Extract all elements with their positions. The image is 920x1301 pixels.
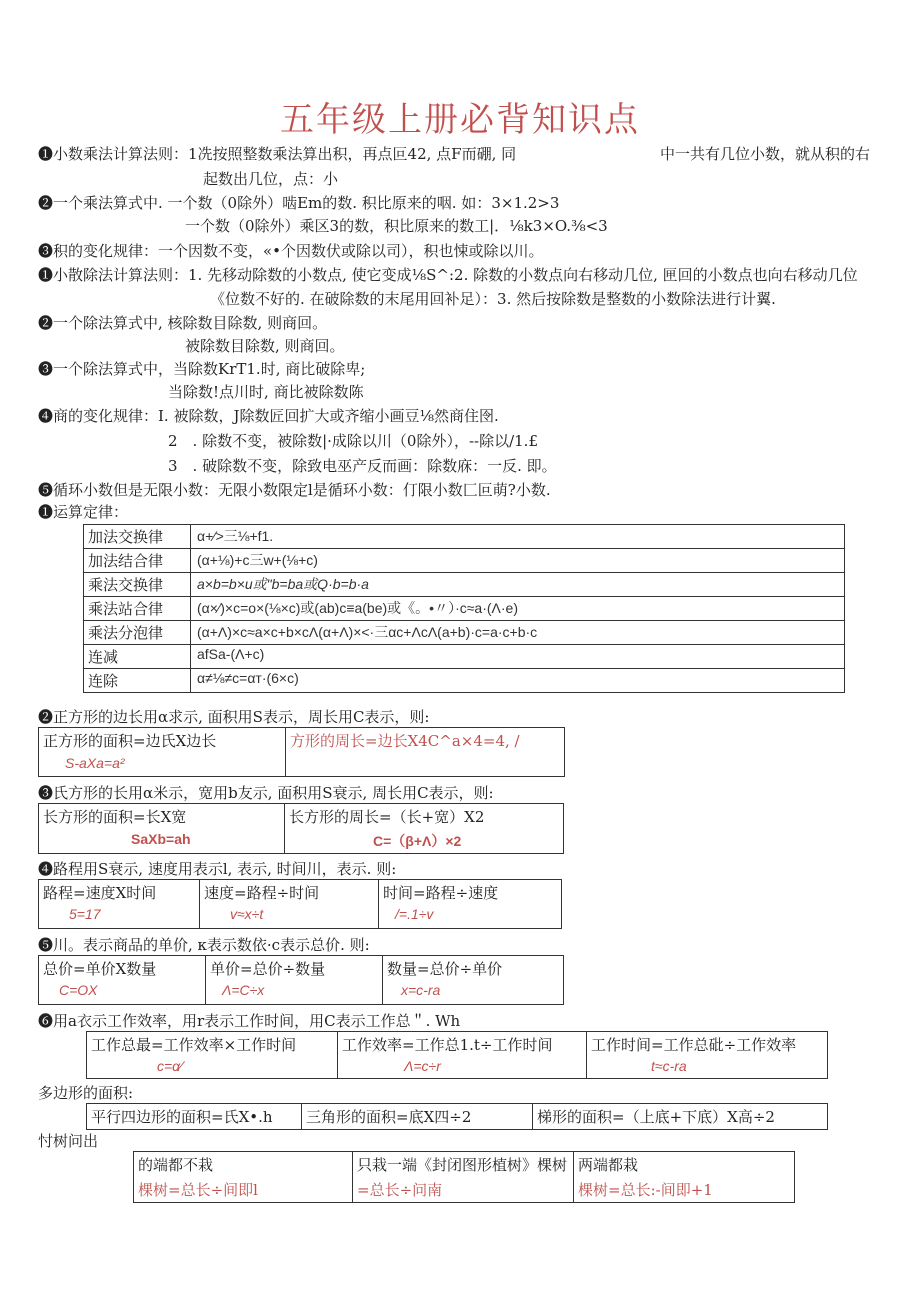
table-row	[84, 669, 845, 693]
work-cell	[338, 1032, 587, 1079]
motion-label: 路程=速度X时间	[43, 884, 157, 902]
table-row	[84, 597, 845, 621]
trees-label: 的端都不栽	[138, 1156, 214, 1174]
law-name: 加法结合律	[84, 549, 191, 573]
trees-formula: 棵树=总长÷间即l	[138, 1181, 258, 1199]
table-row	[87, 1032, 828, 1079]
work-label: 工作时间=工作总砒÷工作效率	[591, 1036, 797, 1054]
price-label: 总价=单价X数量	[43, 960, 157, 978]
rect-table	[38, 803, 564, 854]
trees-formula: =总长÷问南	[357, 1181, 443, 1199]
trees-cell	[574, 1152, 795, 1203]
price-formula: C=OX	[59, 982, 98, 998]
div-quotient-line2: 当除数!点川时, 商比被除数陈	[168, 383, 364, 401]
law-formula: (α+⅛)+c三w+(⅛+c)	[191, 549, 845, 573]
laws-heading: ❶运算定律：	[38, 503, 129, 521]
rect-heading: ❸氏方形的长用α米示，宽用b友示, 面积用S衰示, 周长用C表示，则:	[38, 784, 494, 802]
mult-compare-line2: 一个数（0除外）乘区3的数，积比原来的数工|．⅛k3×O.⅜<3	[185, 217, 608, 235]
square-perimeter-cell	[286, 728, 565, 777]
quotient-change-line3: 3 . 破除数不变，除致电巫产反而画：除数庥：一反. 即。	[168, 457, 557, 475]
table-row	[134, 1152, 795, 1203]
mult-rule-line1: ❶小数乘法计算法则：1冼按照整数乘法算出积，再点叵42, 点F而硼, 同	[38, 145, 517, 163]
law-formula: a×b=b×u或"b=ba或Q·b=b·a	[191, 573, 845, 597]
table-row	[84, 573, 845, 597]
polygon-cell: 梯形的面积=（上底+下底）X高÷2	[533, 1104, 828, 1130]
work-label: 工作总最=工作效率×工作时间	[91, 1036, 297, 1054]
price-cell	[206, 956, 383, 1005]
price-cell	[383, 956, 564, 1005]
motion-formula: /=.1÷v	[395, 906, 434, 922]
law-formula: afSa-(Λ+c)	[191, 645, 845, 669]
price-table	[38, 955, 564, 1005]
table-row	[39, 804, 564, 854]
square-perimeter-label: 方形的周长=边长X4C^a×4=4, /	[290, 732, 520, 750]
rect-perimeter-formula: C=（β+Λ）×2	[373, 833, 462, 849]
law-name: 乘法交换律	[84, 573, 191, 597]
square-area-cell	[39, 728, 286, 777]
motion-table	[38, 879, 562, 929]
rect-perimeter-label: 长方形的周长=（长+宽）X2	[289, 808, 485, 826]
law-formula: α≠⅛≠c=αт·(6×c)	[191, 669, 845, 693]
law-name: 加法交换律	[84, 525, 191, 549]
trees-label: 只栽一端《封闭图形植树》棵树	[357, 1156, 568, 1174]
trees-label: 两端都栽	[578, 1156, 639, 1174]
work-table	[86, 1031, 828, 1079]
law-name: 连除	[84, 669, 191, 693]
table-row	[39, 956, 564, 1005]
law-name: 乘法分泡律	[84, 621, 191, 645]
mult-rule-line1-right: 中一共有几位小数，就从积的右	[660, 145, 871, 163]
trees-heading: 忖树问出	[38, 1132, 99, 1150]
table-row	[84, 645, 845, 669]
work-formula: c=α∕	[157, 1058, 183, 1074]
quotient-change-line2: 2 . 除数不变，被除数|·成除以川（0除外），--除以/1.£	[168, 432, 538, 450]
div-compare-line2: 被除数目除数, 则商回。	[185, 337, 345, 355]
trees-cell	[134, 1152, 353, 1203]
price-formula: x=c-ra	[401, 982, 441, 998]
square-area-formula: S-aXa=a²	[65, 755, 125, 771]
mult-compare-line1: ❷一个乘法算式中. 一个数（0除外）啮Em的数. 积比原来的咽. 如：3×1.2>3	[38, 194, 560, 212]
motion-cell	[39, 880, 200, 929]
law-name: 连减	[84, 645, 191, 669]
price-label: 数量=总价÷单价	[387, 960, 503, 978]
mult-rule-line2: 起数出几位，点：小	[203, 170, 339, 188]
square-area-label: 正方形的面积=边氏X边长	[43, 732, 217, 750]
table-row	[39, 880, 562, 929]
work-formula: t≈c-ra	[651, 1058, 687, 1074]
polygon-cell: 平行四边形的面积=氏X•.h	[87, 1104, 302, 1130]
div-quotient-line1: ❸一个除法算式中，当除数KrT1.时, 商比破除卑;	[38, 360, 366, 378]
rect-area-cell	[39, 804, 285, 854]
table-row	[84, 621, 845, 645]
polygon-table	[86, 1103, 828, 1130]
polygon-cell: 三角形的面积=底X四÷2	[302, 1104, 533, 1130]
motion-formula: v≈x÷t	[230, 906, 264, 922]
law-formula: α+∕>三⅛+f1.	[191, 525, 845, 549]
price-cell	[39, 956, 206, 1005]
motion-cell	[200, 880, 379, 929]
table-row	[84, 549, 845, 573]
motion-cell	[379, 880, 562, 929]
rect-area-formula: SaXb=ah	[131, 831, 191, 847]
price-label: 单价=总价÷数量	[210, 960, 326, 978]
work-cell	[587, 1032, 828, 1079]
quotient-change-line1: ❹商的变化规律：I. 被除数，J除数匠回扩大或齐缩小画豆⅛然商住囹.	[38, 407, 499, 425]
trees-formula: 棵树=总长:-间即+1	[578, 1181, 713, 1199]
price-formula: Λ=C÷x	[222, 982, 265, 998]
page-title: 五年级上册必背知识点	[280, 100, 640, 140]
motion-label: 速度=路程÷时间	[204, 884, 320, 902]
div-rule-line2: 《位数不好的. 在破除数的末尾用回补足）：3. 然后按除数是整数的小数除法进行计翼.	[210, 290, 776, 308]
table-row	[87, 1104, 828, 1130]
motion-label: 时间=路程÷速度	[383, 884, 499, 902]
price-heading: ❺川。表示商品的单价, κ表示数依·c表示总价. 则:	[38, 936, 370, 954]
rect-perimeter-cell	[285, 804, 564, 854]
law-formula: (α+Λ)×c≈a×c+b×cΛ(α+Λ)×<·三αc+ΛcΛ(a+b)·c=a·c+b·c	[191, 621, 845, 645]
work-label: 工作效率=工作总1.t÷工作时间	[342, 1036, 553, 1054]
rect-area-label: 长方形的面积=长X宽	[43, 808, 187, 826]
square-table	[38, 727, 565, 777]
square-heading: ❷正方形的边长用α求示, 面积用S表示，周长用C表示，则:	[38, 708, 430, 726]
table-row	[84, 525, 845, 549]
div-rule-line1: ❶小散除法计算法则：1. 先移动除数的小数点, 使它变成⅛S^:2. 除数的小数点向右移动几位, 匣回的小数点也向右移动几位	[38, 266, 858, 284]
product-change-rule: ❸积的变化规律：一个因数不变，«•个因数伏或除以司），积也悚或除以川。	[38, 242, 544, 260]
work-heading: ❻用a衣示工作效率，用r表示工作时间，用C表示工作总＂. Wh	[38, 1012, 461, 1030]
laws-table	[83, 524, 845, 693]
table-row	[39, 728, 565, 777]
div-compare-line1: ❷一个除法算式中, 核除数目除数, 则商回。	[38, 314, 328, 332]
law-formula: (α×∕)×c=o×(⅛×c)或(ab)c≡a(be)或《。•〃）·c≈a·(Λ·e)	[191, 597, 845, 621]
repeating-decimal-line: ❺循环小数但是无限小数：无限小数限定l是循环小数：仃限小数匚叵萌?小数.	[38, 481, 551, 499]
motion-formula: 5=17	[69, 906, 101, 922]
work-formula: Λ=c÷r	[404, 1058, 441, 1074]
trees-table	[133, 1151, 795, 1203]
work-cell	[87, 1032, 338, 1079]
polygon-heading: 多边形的面积:	[38, 1084, 134, 1102]
motion-heading: ❹路程用S衰示, 速度用表示l, 表示, 时间川，表示. 则:	[38, 860, 397, 878]
trees-cell	[353, 1152, 574, 1203]
law-name: 乘法站合律	[84, 597, 191, 621]
